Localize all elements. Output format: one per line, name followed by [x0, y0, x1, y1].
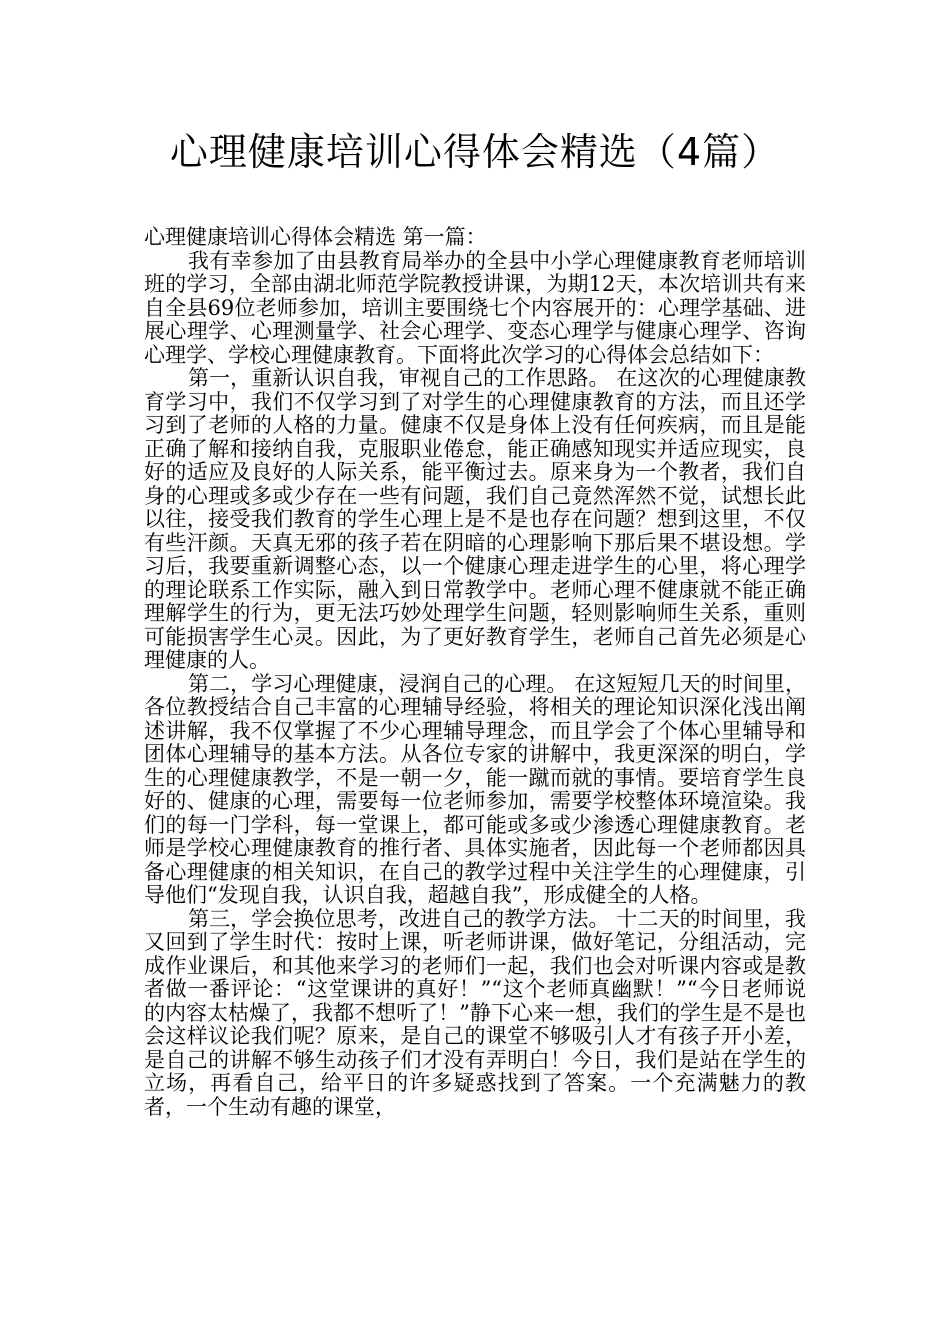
document-title: 心理健康培训心得体会精选（4篇） [169, 130, 781, 174]
document-body [144, 226, 806, 1119]
paragraph-first-point: 第一，重新认识自我，审视自己的工作思路。 在这次的心理健康教育学习中，我们不仅学习到了对学生的心理健康教育的方法，而且还学习到了老师的人格的力量。健康不仅是身体上没有任何疾病，而且是能正确了解和接纳自我，克服职业倦怠，能正确感知现实并适应现实，良好的适应及良好的人际关系，能平衡过去。原来身为一个教者，我们自身的心理或多或少存在一些有问题，我们自己竟然浑然不觉，试想长此以往，接受我们教育的学生心理上是不是也存在问题？想到这里，不仅有些汗颜。天真无邪的孩子若在阴暗的心理影响下那后果不堪设想。学习后，我要重新调整心态，以一个健康心理走进学生的心里，将心理学的理论联系工作实际，融入到日常教学中。老师心理不健康就不能正确理解学生的行为，更无法巧妙处理学生问题，轻则影响师生关系，重则可能损害学生心灵。因此，为了更好教育学生，老师自己首先必须是心理健康的人。 [144, 366, 806, 672]
paragraph-third-point: 第三，学会换位思考，改进自己的教学方法。 十二天的时间里，我又回到了学生时代：按时上课，听老师讲课，做好笔记，分组活动，完成作业课后，和其他来学习的老师们一起，我们也会对听课内容或是教者做一番评论：“这堂课讲的真好！”“这个老师真幽默！”“今日老师说的内容太枯燥了，我都不想听了！”静下心来一想，我们的学生是不是也会这样议论我们呢？原来，是自己的课堂不够吸引人才有孩子开小差，是自己的讲解不够生动孩子们才没有弄明白！今日，我们是站在学生的立场，再看自己，给平日的许多疑惑找到了答案。一个充满魅力的教者，一个生动有趣的课堂， [144, 906, 806, 1119]
paragraph-intro: 我有幸参加了由县教育局举办的全县中小学心理健康教育老师培训班的学习，全部由湖北师范学院教授讲课，为期12天，本次培训共有来自全县69位老师参加，培训主要围绕七个内容展开的：心理学基础、进展心理学、心理测量学、社会心理学、变态心理学与健康心理学、咨询心理学、学校心理健康教育。下面将此次学习的心得体会总结如下： [144, 248, 806, 367]
paragraph-second-point: 第二，学习心理健康，浸润自己的心理。 在这短短几天的时间里，各位教授结合自己丰富的心理辅导经验，将相关的理论知识深化浅出阐述讲解，我不仅掌握了不少心理辅导理念，而且学会了个体心里辅导和团体心理辅导的基本方法。从各位专家的讲解中，我更深深的明白，学生的心理健康教学，不是一朝一夕，能一蹴而就的事情。要培育学生良好的、健康的心理，需要每一位老师参加，需要学校整体环境渲染。我们的每一门学科，每一堂课上，都可能或多或少渗透心理健康教育。老师是学校心理健康教育的推行者、具体实施者，因此每一个老师都因具备心理健康的相关知识，在自己的教学过程中关注学生的心理健康，引导他们“发现自我，认识自我，超越自我”，形成健全的人格。 [144, 671, 806, 907]
section-heading: 心理健康培训心得体会精选 第一篇： [144, 225, 487, 249]
